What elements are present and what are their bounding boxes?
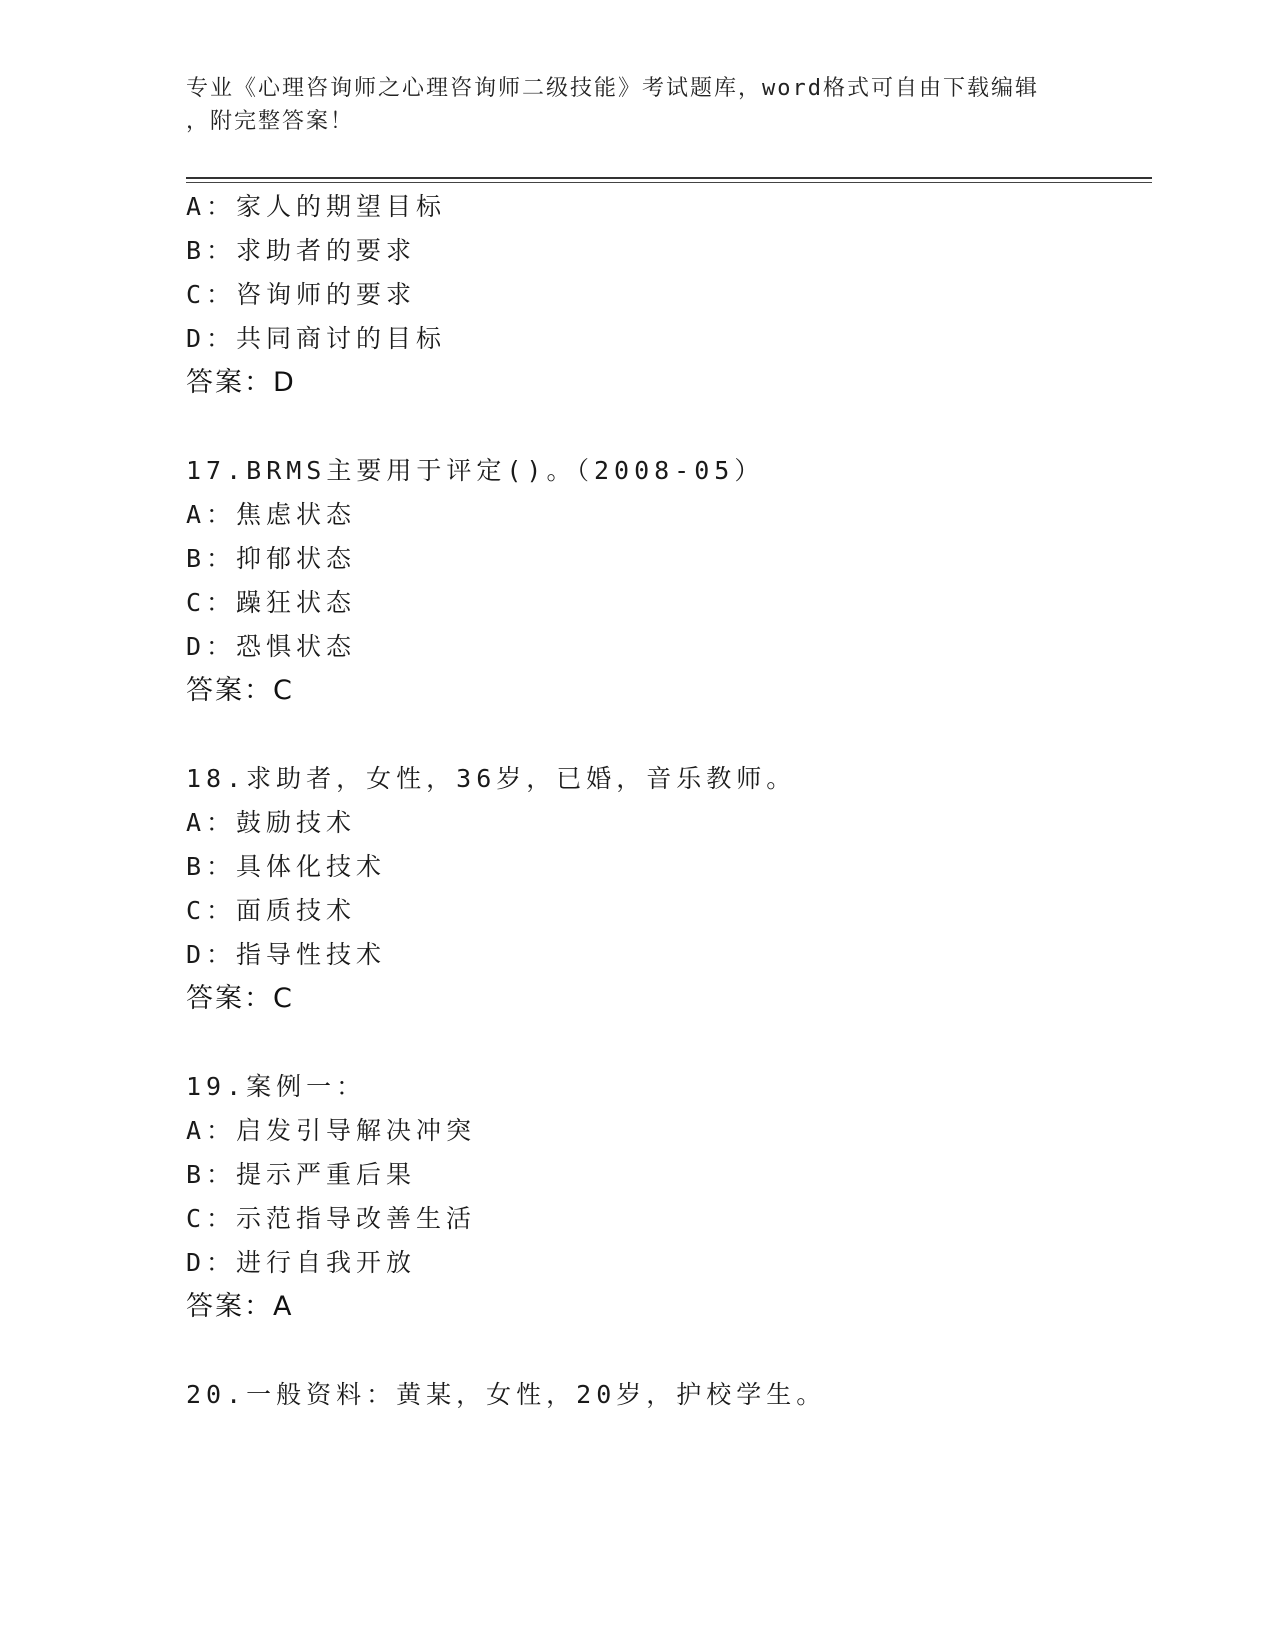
q16-answer: 答案：D [186,367,296,398]
q16-option-b: B：求助者的要求 [186,236,417,265]
q19-answer: 答案：A [186,1291,294,1322]
q17-answer: 答案：C [186,675,294,706]
header-divider-thick [186,177,1152,179]
q16-option-a: A：家人的期望目标 [186,192,447,221]
q19-option-c: C：示范指导改善生活 [186,1204,477,1233]
header-line-2: ，附完整答案！ [186,109,355,134]
q16-option-d: D：共同商讨的目标 [186,324,447,353]
q20-question: 20.一般资料：黄某，女性，20岁，护校学生。 [186,1380,827,1409]
q17-option-b: B：抑郁状态 [186,544,357,573]
q17-question: 17.BRMS主要用于评定()。（2008-05） [186,456,765,485]
q18-option-a: A：鼓励技术 [186,808,357,837]
q16-option-c: C：咨询师的要求 [186,280,417,309]
q18-question: 18.求助者，女性，36岁，已婚，音乐教师。 [186,764,797,793]
document-header [186,72,1086,138]
q18-option-b: B：具体化技术 [186,852,387,881]
q17-option-c: C：躁狂状态 [186,588,357,617]
header-line-1: 专业《心理咨询师之心理咨询师二级技能》考试题库，word格式可自由下载编辑 [186,76,1039,101]
q19-question: 19.案例一： [186,1072,367,1101]
q19-option-d: D：进行自我开放 [186,1248,417,1277]
q18-option-c: C：面质技术 [186,896,357,925]
q19-option-a: A：启发引导解决冲突 [186,1116,477,1145]
q19-option-b: B：提示严重后果 [186,1160,417,1189]
q17-option-d: D：恐惧状态 [186,632,357,661]
header-divider-thin [186,182,1152,183]
q18-answer: 答案：C [186,983,294,1014]
q17-option-a: A：焦虑状态 [186,500,357,529]
q18-option-d: D：指导性技术 [186,940,387,969]
